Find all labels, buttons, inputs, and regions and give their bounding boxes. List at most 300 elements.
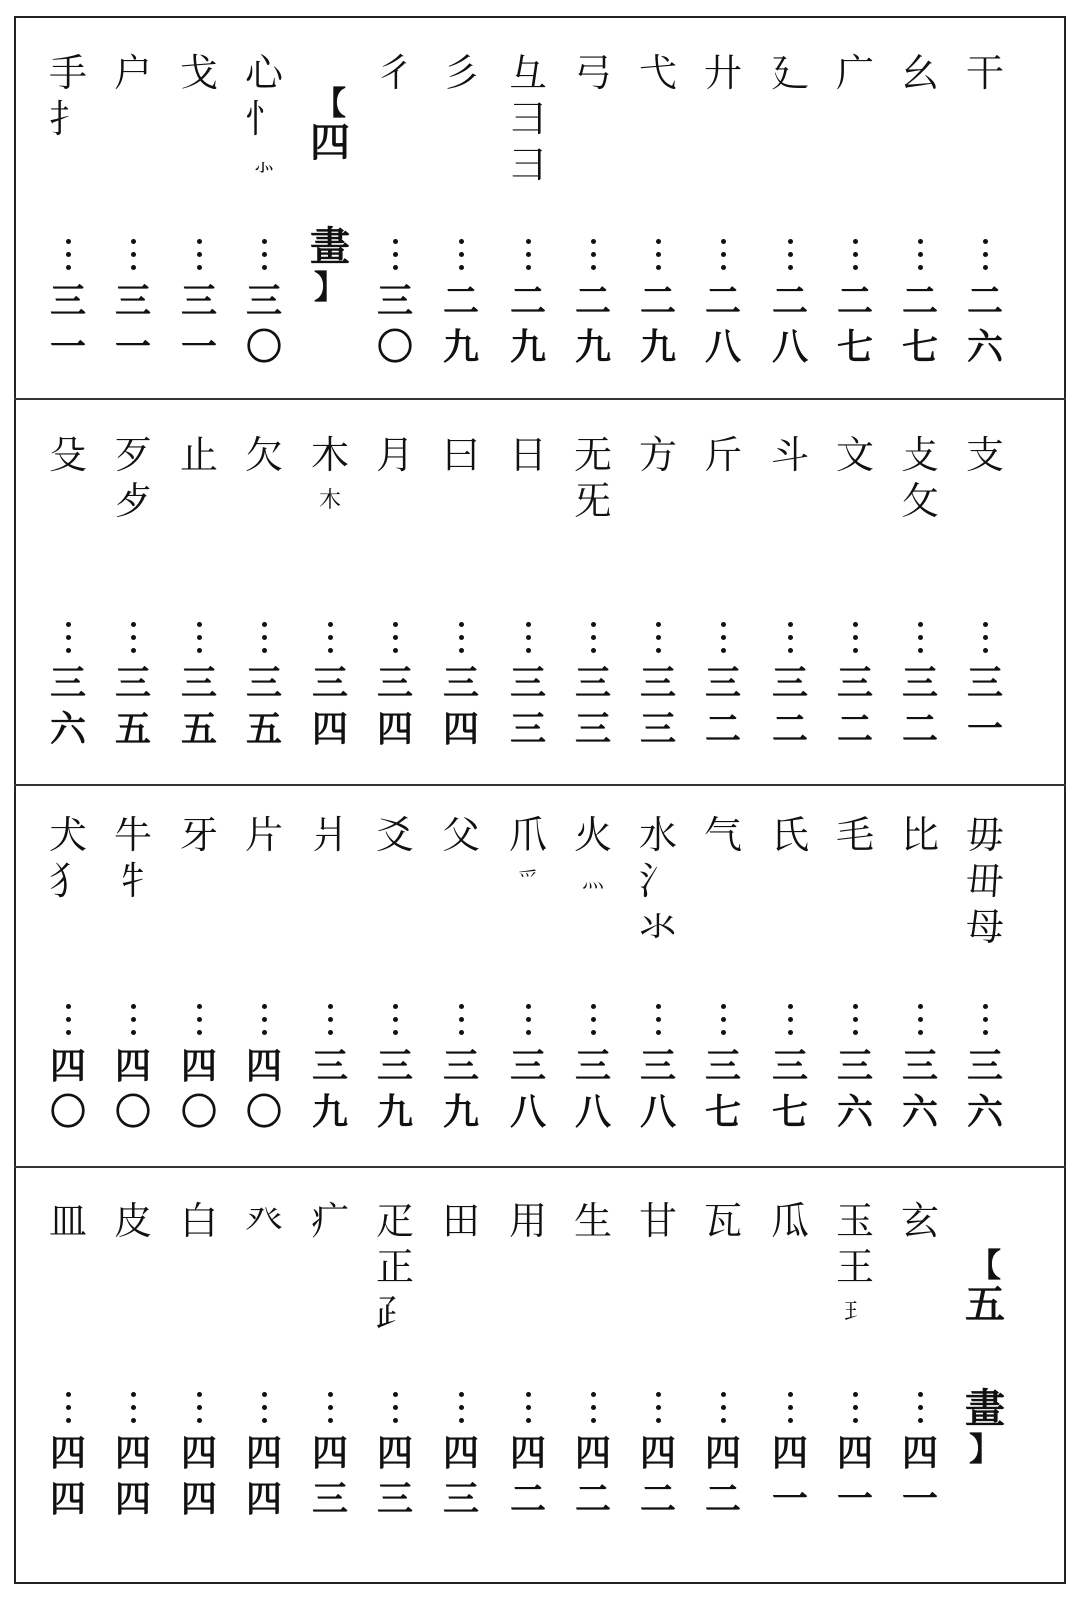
leader-dot xyxy=(788,1030,793,1035)
page-number-digit: 三 xyxy=(836,662,873,704)
radical-entry xyxy=(630,1198,686,1244)
radical-entry xyxy=(500,1198,556,1244)
page-number-digit: 六 xyxy=(836,1091,873,1133)
radical-entry xyxy=(500,432,556,478)
leader-dot xyxy=(131,252,136,257)
page-number xyxy=(433,278,489,370)
leader-dot xyxy=(262,1392,267,1397)
radical-entry xyxy=(302,432,358,524)
radical-entry xyxy=(236,50,292,188)
page-number-digit: 一 xyxy=(180,326,217,368)
leader-dot xyxy=(721,239,726,244)
page-number xyxy=(827,1430,883,1522)
leader-dot xyxy=(656,252,661,257)
radical-entry xyxy=(565,432,621,524)
leader-dot xyxy=(328,1017,333,1022)
leader-dot xyxy=(591,239,596,244)
page-number-digit: 八 xyxy=(704,326,741,368)
leader-dot xyxy=(788,1004,793,1009)
leader-dot xyxy=(262,1030,267,1035)
radical-glyph: 弓 xyxy=(573,51,612,95)
leader-dots xyxy=(105,235,161,274)
radical-glyph: 心 xyxy=(244,51,283,95)
page-number-digit: 三 xyxy=(114,280,151,322)
leader-dot xyxy=(197,1405,202,1410)
radical-glyph: 癶 xyxy=(244,1199,283,1243)
radical-glyph: 殳 xyxy=(48,433,87,477)
leader-dots xyxy=(957,1000,1013,1039)
radical-glyph: 木 xyxy=(310,433,349,477)
page-number-digit: 六 xyxy=(966,1091,1003,1133)
page-number-digit: 四 xyxy=(180,1045,217,1087)
page-number-digit: 〇 xyxy=(114,1091,151,1133)
page-number xyxy=(236,1043,292,1135)
leader-dot xyxy=(983,635,988,640)
radical-entry xyxy=(630,812,686,950)
heading-char: 四 xyxy=(310,119,350,166)
radical-glyphs xyxy=(836,1198,874,1336)
radical-glyph: 玉 xyxy=(835,1199,874,1243)
leader-dots xyxy=(433,618,489,657)
leader-dot xyxy=(853,622,858,627)
radical-glyph: ⺩ xyxy=(843,1300,866,1325)
page-number-digit: 三 xyxy=(771,662,808,704)
leader-dot xyxy=(983,1017,988,1022)
page-number-digit: 二 xyxy=(704,708,741,750)
page-number-digit: 二 xyxy=(771,708,808,750)
radical-glyphs xyxy=(180,50,218,96)
radical-glyphs xyxy=(771,50,809,96)
page-number-digit: 四 xyxy=(114,1045,151,1087)
radical-entry xyxy=(367,50,423,96)
page-number-digit: 九 xyxy=(442,326,479,368)
radical-glyph: 日 xyxy=(508,433,547,477)
page-number-digit: 三 xyxy=(574,1045,611,1087)
radical-glyphs xyxy=(836,812,874,858)
page-number xyxy=(630,1430,686,1522)
leader-dot xyxy=(983,252,988,257)
leader-dot xyxy=(66,1392,71,1397)
leader-dot xyxy=(853,1405,858,1410)
radical-entry xyxy=(171,812,227,858)
page-number-digit: 一 xyxy=(49,326,86,368)
leader-dot xyxy=(393,1004,398,1009)
radical-glyphs xyxy=(442,50,480,96)
page-number xyxy=(695,278,751,370)
page-number xyxy=(171,1430,227,1522)
page-number-digit: 二 xyxy=(901,708,938,750)
leader-dot xyxy=(656,1004,661,1009)
leader-dot xyxy=(393,1030,398,1035)
page-number xyxy=(565,1043,621,1135)
page-number-digit: 四 xyxy=(114,1478,151,1520)
radical-glyphs xyxy=(114,432,152,524)
leader-dot xyxy=(591,635,596,640)
leader-dot xyxy=(853,1030,858,1035)
page-number xyxy=(433,1043,489,1135)
page-number xyxy=(500,660,556,752)
leader-dots xyxy=(695,1000,751,1039)
page-number xyxy=(171,1043,227,1135)
radical-glyph: 用 xyxy=(508,1199,547,1243)
radical-glyph: 曰 xyxy=(441,433,480,477)
leader-dot xyxy=(983,265,988,270)
leader-dots xyxy=(171,235,227,274)
page-number xyxy=(827,278,883,370)
page-number-digit: 四 xyxy=(376,1432,413,1474)
radical-glyphs xyxy=(836,50,874,96)
page-number xyxy=(695,1430,751,1522)
leader-dot xyxy=(526,1405,531,1410)
radical-glyph: 斤 xyxy=(703,433,742,477)
page-number-digit: 六 xyxy=(966,326,1003,368)
leader-dot xyxy=(393,1392,398,1397)
page-number xyxy=(762,660,818,752)
leader-dot xyxy=(262,622,267,627)
radical-glyphs xyxy=(901,50,939,96)
leader-dot xyxy=(131,239,136,244)
radical-entry xyxy=(236,1198,292,1244)
radical-entry xyxy=(40,1198,96,1244)
bracket-open: 【 xyxy=(968,1246,1001,1284)
stroke-count-heading xyxy=(302,84,358,306)
radical-glyph: 犭 xyxy=(48,859,87,903)
radical-glyph: 氏 xyxy=(770,813,809,857)
radical-glyph: 彐 xyxy=(508,97,547,141)
page-number-digit: 三 xyxy=(376,1045,413,1087)
leader-dot xyxy=(721,252,726,257)
page-number-digit: 一 xyxy=(771,1478,808,1520)
leader-dot xyxy=(526,1017,531,1022)
radical-glyphs xyxy=(704,1198,742,1244)
radical-glyph: 欠 xyxy=(244,433,283,477)
radical-glyphs xyxy=(442,432,480,478)
radical-glyph: 幺 xyxy=(900,51,939,95)
leader-dot xyxy=(66,252,71,257)
page-number-digit: 九 xyxy=(442,1091,479,1133)
radical-glyph: 廴 xyxy=(770,51,809,95)
leader-dot xyxy=(262,635,267,640)
radical-glyph: 弋 xyxy=(638,51,677,95)
leader-dot xyxy=(918,1418,923,1423)
leader-dot xyxy=(918,622,923,627)
radical-entry xyxy=(433,50,489,96)
radical-entry xyxy=(762,432,818,478)
leader-dot xyxy=(262,239,267,244)
leader-dot xyxy=(328,1030,333,1035)
page-number xyxy=(957,278,1013,370)
radical-glyphs xyxy=(180,1198,218,1244)
leader-dot xyxy=(131,1030,136,1035)
page-number-digit: 四 xyxy=(245,1432,282,1474)
leader-dot xyxy=(197,635,202,640)
page-number-digit: 三 xyxy=(509,1045,546,1087)
radical-glyphs xyxy=(114,50,152,96)
leader-dots xyxy=(171,618,227,657)
radical-entry xyxy=(630,50,686,96)
leader-dot xyxy=(788,1405,793,1410)
page-number xyxy=(892,278,948,370)
radical-glyph: 灬 xyxy=(581,868,604,893)
radical-entry xyxy=(892,1198,948,1244)
leader-dot xyxy=(918,635,923,640)
leader-dot xyxy=(853,1392,858,1397)
leader-dot xyxy=(918,648,923,653)
leader-dots xyxy=(367,618,423,657)
radical-glyphs xyxy=(376,432,414,478)
leader-dots xyxy=(565,1000,621,1039)
radical-glyphs xyxy=(966,812,1004,950)
leader-dot xyxy=(197,648,202,653)
leader-dot xyxy=(721,1004,726,1009)
page-number xyxy=(433,660,489,752)
leader-dot xyxy=(591,1418,596,1423)
leader-dot xyxy=(459,265,464,270)
radical-glyphs xyxy=(574,50,612,96)
leader-dot xyxy=(328,648,333,653)
radical-glyph: 王 xyxy=(835,1245,874,1289)
page-number-digit: 六 xyxy=(901,1091,938,1133)
leader-dots xyxy=(892,1388,948,1427)
leader-dot xyxy=(983,239,988,244)
leader-dot xyxy=(656,648,661,653)
leader-dots xyxy=(565,1388,621,1427)
section-divider xyxy=(14,784,1066,786)
page-number xyxy=(40,1430,96,1522)
leader-dots xyxy=(957,618,1013,657)
page-number xyxy=(105,660,161,752)
radical-glyph: ⺗ xyxy=(252,152,275,177)
leader-dot xyxy=(131,1004,136,1009)
leader-dot xyxy=(66,1004,71,1009)
page-number-digit: 二 xyxy=(901,280,938,322)
page-number-digit: 二 xyxy=(704,280,741,322)
leader-dots xyxy=(695,618,751,657)
leader-dot xyxy=(131,265,136,270)
leader-dots xyxy=(827,618,883,657)
page-number xyxy=(367,278,423,370)
page-number-digit: 三 xyxy=(376,662,413,704)
page-number-digit: 二 xyxy=(836,708,873,750)
page-number-digit: 三 xyxy=(771,1045,808,1087)
radical-entry xyxy=(957,50,1013,96)
page-number-digit: 三 xyxy=(114,662,151,704)
radical-glyphs xyxy=(509,50,547,188)
leader-dot xyxy=(721,1405,726,1410)
page-number-digit: 四 xyxy=(180,1432,217,1474)
leader-dot xyxy=(328,1004,333,1009)
radical-glyphs xyxy=(442,812,480,858)
radical-glyph: 彑 xyxy=(508,51,547,95)
leader-dots xyxy=(957,235,1013,274)
radical-entry xyxy=(433,432,489,478)
page-number-digit: 三 xyxy=(509,662,546,704)
radical-entry xyxy=(695,432,751,478)
page-number-digit: 三 xyxy=(574,662,611,704)
leader-dot xyxy=(721,265,726,270)
leader-dot xyxy=(393,1418,398,1423)
page-number-digit: 四 xyxy=(509,1432,546,1474)
radical-glyphs xyxy=(49,812,87,904)
radical-glyphs xyxy=(771,432,809,478)
page-number-digit: 五 xyxy=(180,708,217,750)
leader-dots xyxy=(433,1388,489,1427)
page-number xyxy=(171,660,227,752)
radical-entry xyxy=(695,812,751,858)
leader-dot xyxy=(197,265,202,270)
radical-glyphs xyxy=(245,812,283,858)
page-number-digit: 四 xyxy=(442,1432,479,1474)
leader-dots xyxy=(302,1000,358,1039)
page-number xyxy=(40,660,96,752)
page-number-digit: 二 xyxy=(509,280,546,322)
radical-glyph: 毛 xyxy=(835,813,874,857)
page-number-digit: 三 xyxy=(574,708,611,750)
radical-glyph: 氺 xyxy=(638,905,677,949)
page-number-digit: 四 xyxy=(49,1432,86,1474)
radical-entry xyxy=(105,1198,161,1244)
radical-glyphs xyxy=(639,432,677,478)
leader-dots xyxy=(105,1388,161,1427)
page-number xyxy=(105,1430,161,1522)
page-number xyxy=(302,1430,358,1522)
page-number xyxy=(892,1043,948,1135)
stroke-count-heading xyxy=(957,1246,1013,1468)
radical-glyph: 廾 xyxy=(703,51,742,95)
page-number-digit: 三 xyxy=(639,1045,676,1087)
leader-dot xyxy=(721,635,726,640)
radical-glyph: 止 xyxy=(179,433,218,477)
page-number-digit: 一 xyxy=(114,326,151,368)
leader-dots xyxy=(236,235,292,274)
page-number-digit: 七 xyxy=(704,1091,741,1133)
page-number-digit: 四 xyxy=(311,708,348,750)
radical-entry xyxy=(367,1198,423,1336)
radical-glyphs xyxy=(639,1198,677,1244)
leader-dot xyxy=(66,622,71,627)
leader-dot xyxy=(983,1030,988,1035)
radical-glyph: 爿 xyxy=(310,813,349,857)
radical-glyph: 白 xyxy=(179,1199,218,1243)
leader-dot xyxy=(459,1418,464,1423)
radical-glyph: 毌 xyxy=(965,859,1004,903)
radical-glyphs xyxy=(245,432,283,478)
leader-dot xyxy=(459,648,464,653)
page-number xyxy=(171,278,227,370)
radical-glyphs xyxy=(245,1198,283,1244)
leader-dots xyxy=(500,1000,556,1039)
page-number-digit: 三 xyxy=(639,708,676,750)
radical-glyph: 毋 xyxy=(965,813,1004,857)
leader-dot xyxy=(131,1392,136,1397)
leader-dots xyxy=(762,1000,818,1039)
page-number-digit: 八 xyxy=(574,1091,611,1133)
radical-entry xyxy=(40,812,96,904)
page-number-digit: 四 xyxy=(771,1432,808,1474)
leader-dot xyxy=(853,1017,858,1022)
leader-dot xyxy=(197,239,202,244)
page-number-digit: 四 xyxy=(49,1045,86,1087)
radical-entry xyxy=(433,1198,489,1244)
page-number-digit: 三 xyxy=(704,1045,741,1087)
radical-entry xyxy=(762,50,818,96)
radical-glyph: 干 xyxy=(965,51,1004,95)
leader-dot xyxy=(788,635,793,640)
page-number xyxy=(40,1043,96,1135)
page-number xyxy=(40,278,96,370)
leader-dot xyxy=(328,1418,333,1423)
radical-glyph: 戈 xyxy=(179,51,218,95)
radical-glyph: 歺 xyxy=(113,479,152,523)
radical-entry xyxy=(695,1198,751,1244)
leader-dot xyxy=(853,239,858,244)
leader-dot xyxy=(262,1017,267,1022)
page-number-digit: 二 xyxy=(639,280,676,322)
leader-dot xyxy=(393,265,398,270)
leader-dots xyxy=(302,618,358,657)
radical-glyph: 瓦 xyxy=(703,1199,742,1243)
leader-dot xyxy=(983,1004,988,1009)
radical-glyph: 玄 xyxy=(900,1199,939,1243)
page-number-digit: 〇 xyxy=(180,1091,217,1133)
leader-dot xyxy=(66,1017,71,1022)
radical-glyph: 皮 xyxy=(113,1199,152,1243)
leader-dot xyxy=(197,1004,202,1009)
leader-dot xyxy=(918,1017,923,1022)
page-number-digit: 四 xyxy=(245,1045,282,1087)
page-number-digit: 二 xyxy=(639,1478,676,1520)
radical-entry xyxy=(565,50,621,96)
radical-glyphs xyxy=(901,812,939,858)
leader-dot xyxy=(591,1405,596,1410)
radical-entry xyxy=(500,50,556,188)
page-number-digit: 九 xyxy=(574,326,611,368)
page-number xyxy=(630,1043,686,1135)
radical-entry xyxy=(302,812,358,858)
page-number-digit: 四 xyxy=(639,1432,676,1474)
radical-glyph: ⺕ xyxy=(508,143,547,187)
radical-entry xyxy=(957,812,1013,950)
page-number xyxy=(695,660,751,752)
page-number-digit: 三 xyxy=(245,662,282,704)
page-number-digit: 九 xyxy=(376,1091,413,1133)
radical-glyphs xyxy=(311,432,349,524)
leader-dots xyxy=(367,1000,423,1039)
leader-dot xyxy=(393,635,398,640)
page-number-digit: 四 xyxy=(180,1478,217,1520)
leader-dot xyxy=(459,1030,464,1035)
page-number-digit: 二 xyxy=(771,280,808,322)
leader-dot xyxy=(853,1418,858,1423)
heading-char: 畫 xyxy=(310,223,350,270)
radical-entry xyxy=(827,50,883,96)
leader-dot xyxy=(721,622,726,627)
page-number xyxy=(892,660,948,752)
leader-dot xyxy=(526,252,531,257)
radical-entry xyxy=(827,432,883,478)
radical-entry xyxy=(762,1198,818,1244)
leader-dot xyxy=(721,1392,726,1397)
radical-glyph: 田 xyxy=(441,1199,480,1243)
leader-dots xyxy=(695,1388,751,1427)
radical-glyph: 爻 xyxy=(375,813,414,857)
leader-dot xyxy=(788,252,793,257)
page-number xyxy=(565,660,621,752)
page-number-digit: 四 xyxy=(245,1478,282,1520)
page-number xyxy=(302,660,358,752)
leader-dots xyxy=(171,1388,227,1427)
leader-dots xyxy=(630,1000,686,1039)
